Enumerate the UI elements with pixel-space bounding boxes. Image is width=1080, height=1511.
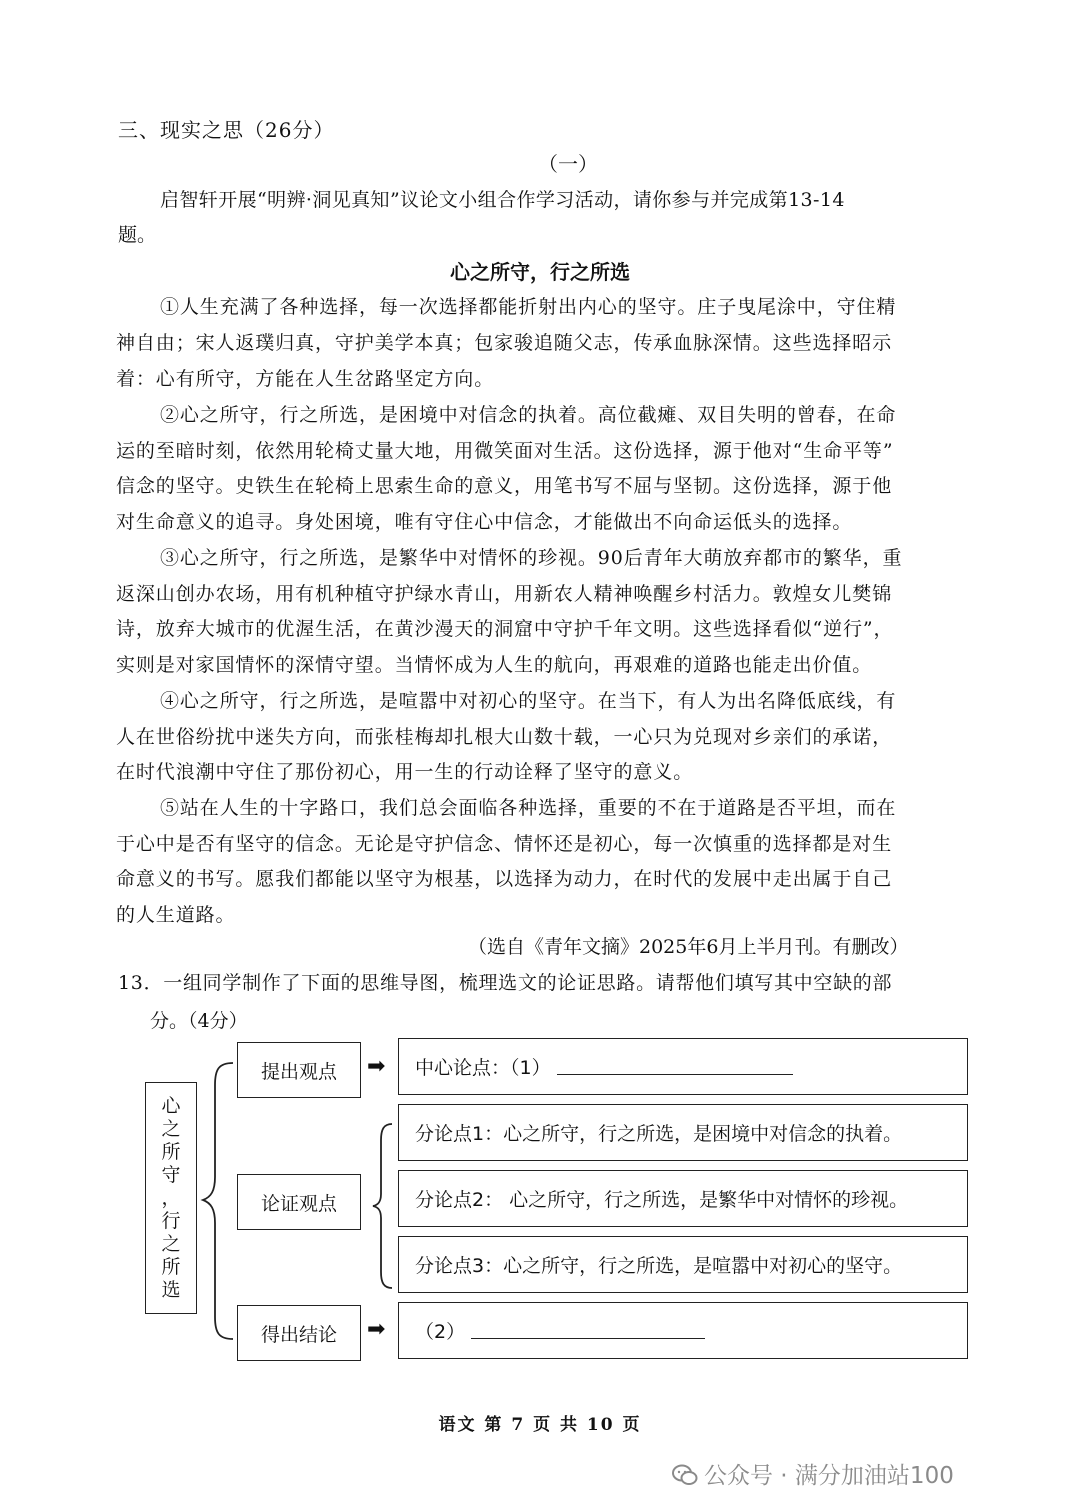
essay-line: 神自由；宋人返璞归真，守护美学本真；包家骏追随父志，传承血脉深情。这些选择昭示	[116, 332, 893, 354]
intro-line-2: 题。	[118, 224, 157, 246]
essay-line: 信念的坚守。史铁生在轮椅上思索生命的意义，用笔书写不屈与坚韧。这份选择，源于他	[116, 475, 893, 497]
essay-line: 的人生道路。	[116, 904, 236, 926]
essay-line: ③心之所守，行之所选，是繁华中对情怀的珍视。90后青年大萌放弃都市的繁华，重	[160, 547, 903, 569]
sub-point-2-text: 分论点2： 心之所守，行之所选，是繁华中对情怀的珍视。	[415, 1189, 909, 1211]
essay-line: 命意义的书写。愿我们都能以坚守为根基，以选择为动力，在时代的发展中走出属于自己	[116, 868, 893, 890]
arrow-right-icon: ➡	[367, 1317, 386, 1342]
essay-source: （选自《青年文摘》2025年6月上半月刊。有删改）	[468, 936, 909, 958]
essay-line: 人在世俗纷扰中迷失方向，而张桂梅却扎根大山数十载，一心只为兑现对乡亲们的承诺，	[116, 726, 893, 748]
essay-line: 着：心有所守，方能在人生岔路坚定方向。	[116, 368, 495, 390]
essay-line: ①人生充满了各种选择，每一次选择都能折射出内心的坚守。庄子曳尾涂中，守住精	[160, 296, 897, 318]
arrow-right-icon: ➡	[367, 1054, 386, 1079]
sub-point-1-text: 分论点1：心之所守，行之所选，是困境中对信念的执着。	[415, 1123, 903, 1145]
essay-line: 实则是对家国情怀的深情守望。当情怀成为人生的航向，再艰难的道路也能走出价值。	[116, 654, 873, 676]
sub-point-1-box	[398, 1104, 968, 1161]
root-char: 所	[161, 1255, 181, 1278]
wechat-icon	[672, 1463, 698, 1487]
answer-blank-1[interactable]	[557, 1059, 793, 1075]
conclusion-box	[398, 1302, 968, 1359]
sub-point-2-box	[398, 1170, 968, 1227]
answer-blank-2[interactable]	[471, 1323, 705, 1339]
watermark-text: 公众号 · 满分加油站100	[704, 1463, 954, 1489]
root-char: 守	[161, 1163, 181, 1186]
sub-point-3-text: 分论点3：心之所守，行之所选，是喧嚣中对初心的坚守。	[415, 1255, 903, 1277]
central-point-box	[398, 1038, 968, 1095]
essay-line: 对生命意义的追寻。身处困境，唯有守住心中信念，才能做出不向命运低头的选择。	[116, 511, 853, 533]
intro-line-1: 启智轩开展“明辨·洞见真知”议论文小组合作学习活动，请你参与并完成第13-14	[160, 189, 845, 211]
essay-line: 诗，放弃大城市的优渥生活，在黄沙漫天的洞窟中守护千年文明。这些选择看似“逆行”，	[116, 618, 894, 640]
root-char: 之	[161, 1117, 181, 1140]
question-13-line-1: 13．一组同学制作了下面的思维导图，梳理选文的论证思路。请帮他们填写其中空缺的部	[118, 972, 893, 994]
essay-line: 返深山创办农场，用有机种植守护绿水青山，用新农人精神唤醒乡村活力。敦煌女儿樊锦	[116, 583, 893, 605]
root-char: 所	[161, 1140, 181, 1163]
essay-line: ④心之所守，行之所选，是喧嚣中对初心的坚守。在当下，有人为出名降低底线，有	[160, 690, 897, 712]
essay-line: ⑤站在人生的十字路口，我们总会面临各种选择，重要的不在于道路是否平坦，而在	[160, 797, 897, 819]
root-char: 之	[161, 1232, 181, 1255]
passage-number: （一）	[538, 152, 598, 176]
watermark	[672, 1457, 954, 1490]
essay-line: 于心中是否有坚守的信念。无论是守护信念、情怀还是初心，每一次慎重的选择都是对生	[116, 833, 893, 855]
propose-viewpoint-box: 提出观点	[237, 1042, 361, 1098]
conclusion-label: （2）	[415, 1321, 466, 1343]
argue-viewpoint-box: 论证观点	[237, 1174, 361, 1230]
central-point-label: 中心论点：（1）	[415, 1057, 551, 1079]
essay-line: ②心之所守，行之所选，是困境中对信念的执着。高位截瘫、双目失明的曾春，在命	[160, 404, 897, 426]
mindmap-root	[145, 1082, 197, 1314]
sub-brace-icon	[368, 1120, 398, 1292]
sub-point-3-box	[398, 1236, 968, 1293]
essay-line: 在时代浪潮中守住了那份初心，用一生的行动诠释了坚守的意义。	[116, 761, 694, 783]
root-char: 选	[161, 1278, 181, 1301]
section-title: 三、现实之思（26分）	[118, 118, 335, 142]
page-footer: 语文 第 7 页 共 10 页	[438, 1415, 642, 1435]
draw-conclusion-box: 得出结论	[237, 1305, 361, 1361]
essay-title: 心之所守，行之所选	[450, 260, 630, 284]
root-char: 心	[161, 1094, 181, 1117]
question-13-line-2: 分。（4分）	[150, 1010, 248, 1032]
root-char: 行	[161, 1209, 181, 1232]
root-char: ，	[161, 1186, 181, 1209]
essay-line: 运的至暗时刻，依然用轮椅丈量大地，用微笑面对生活。这份选择，源于他对“生命平等”	[116, 440, 894, 462]
